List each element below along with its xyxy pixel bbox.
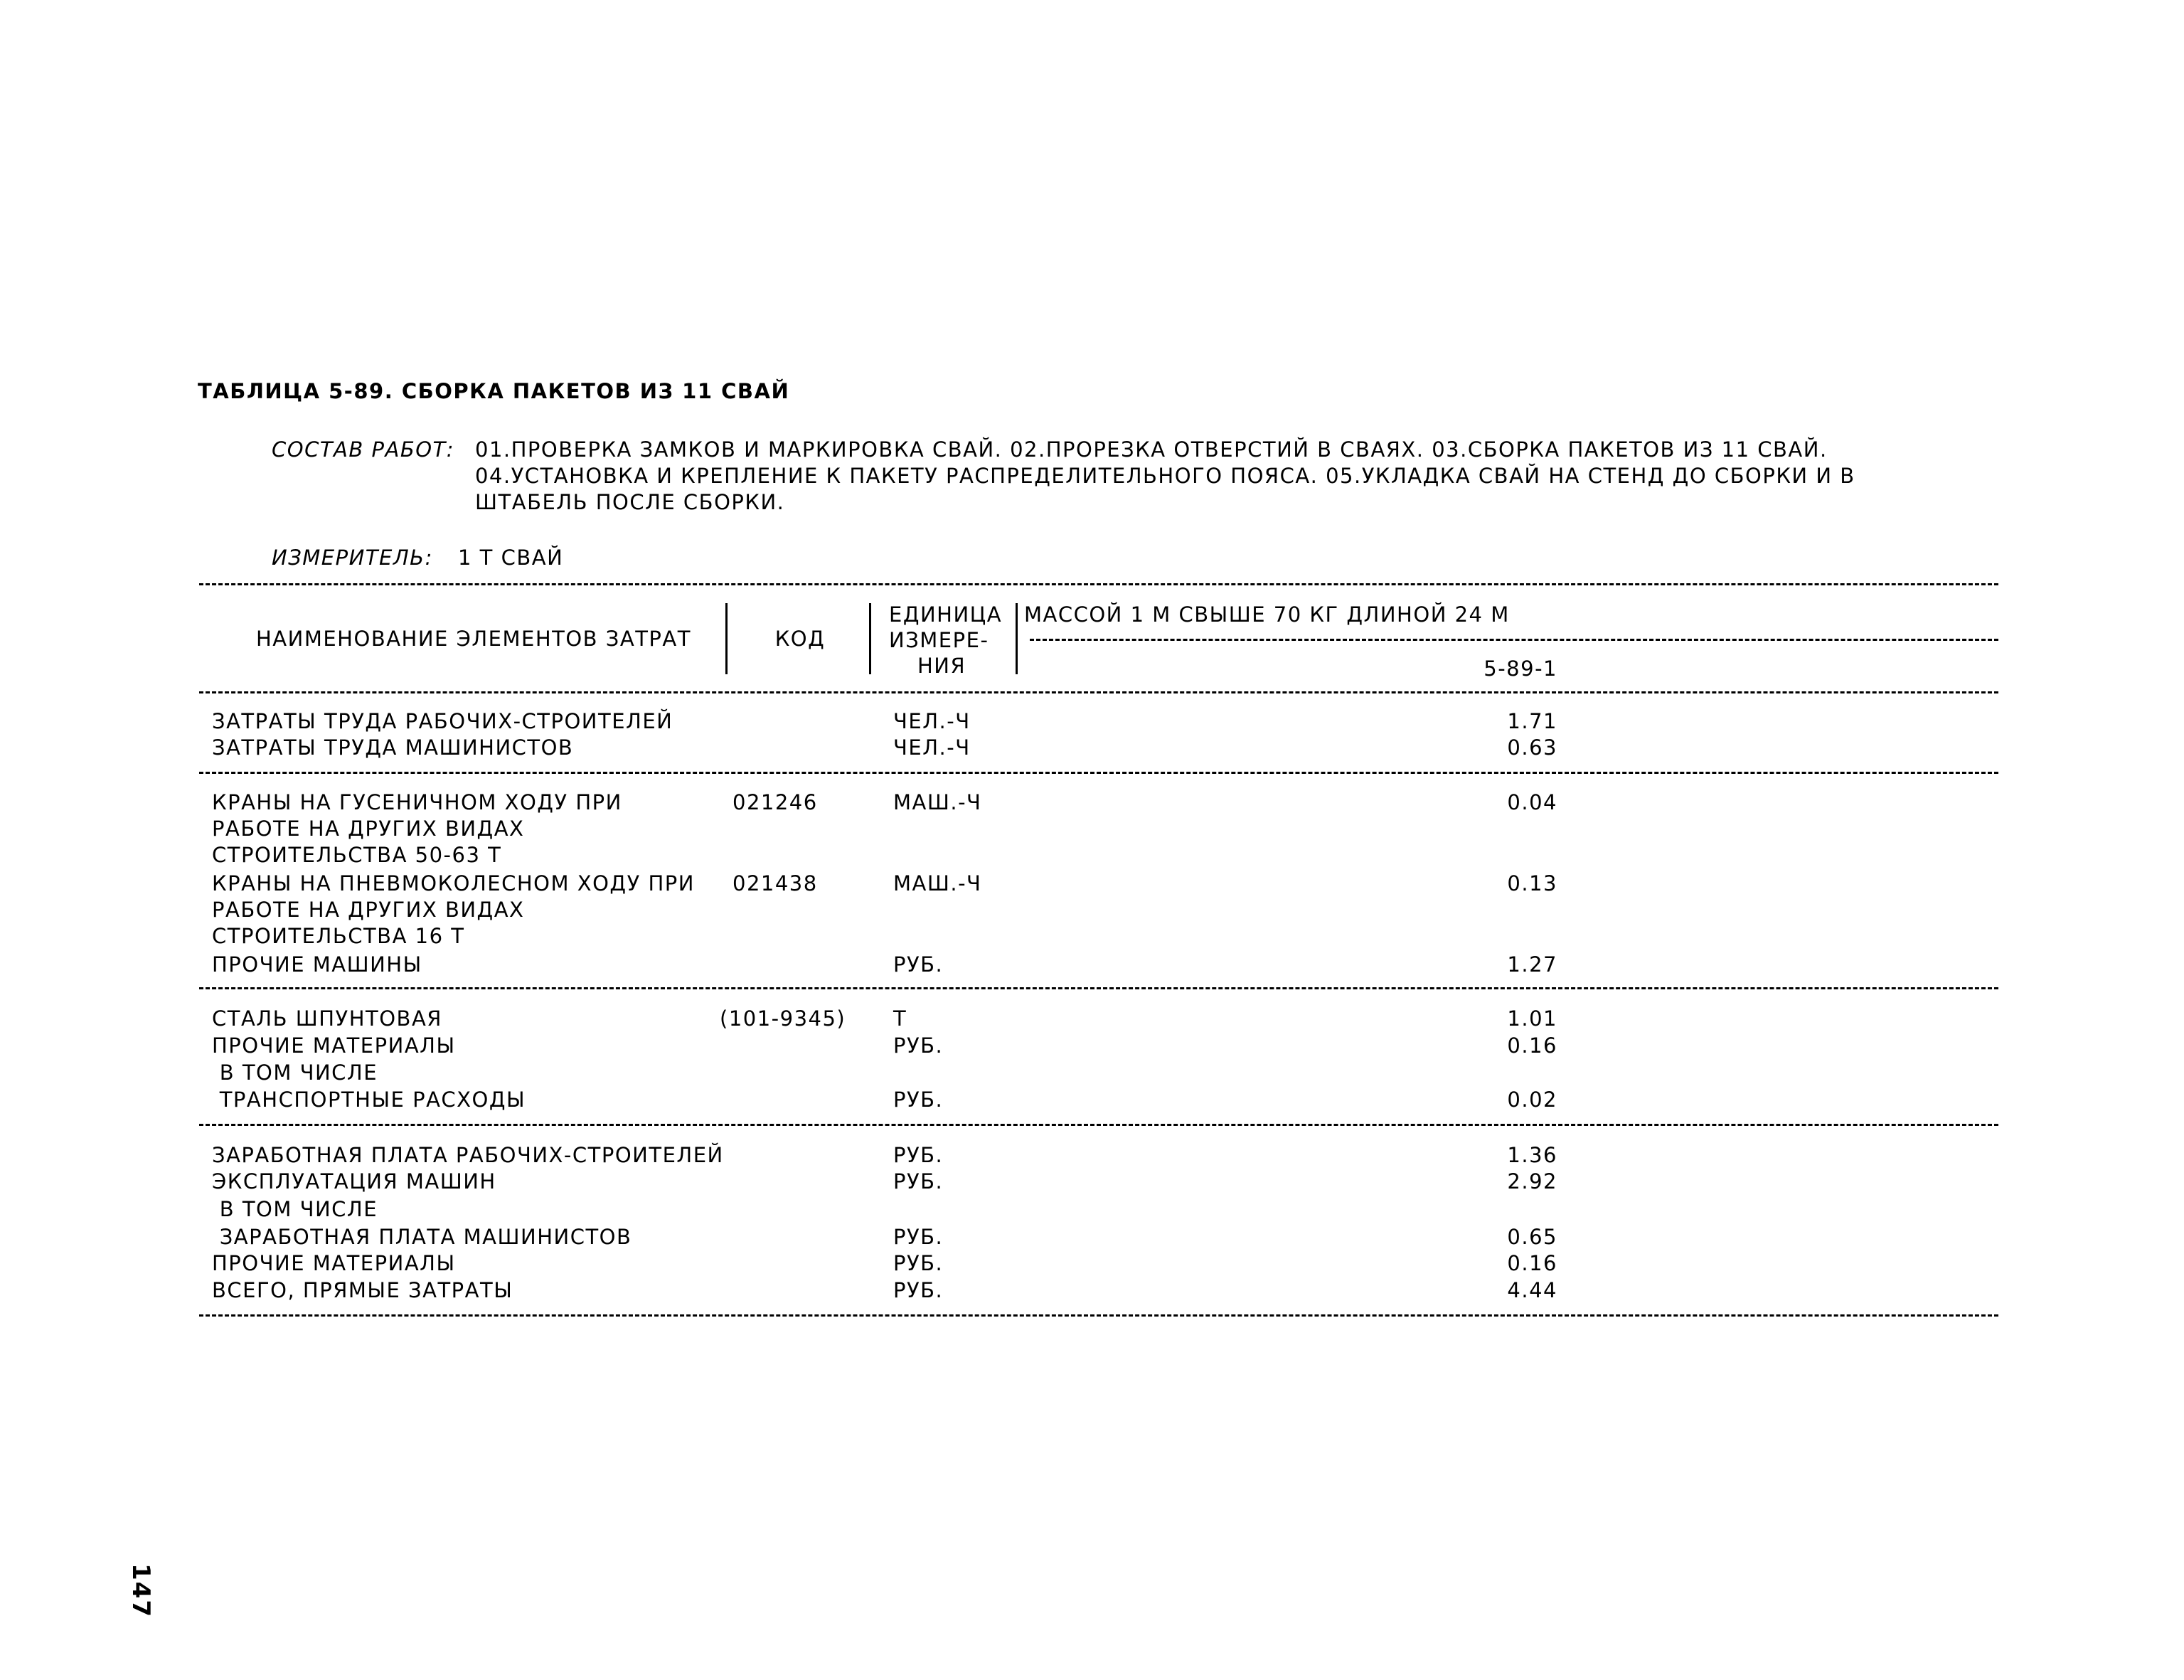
row-value: 0.02 [1507,1088,1557,1112]
row-unit: РУБ. [893,1169,944,1193]
row-name: РАБОТЕ НА ДРУГИХ ВИДАХ [212,898,525,922]
row-value: 4.44 [1507,1278,1557,1302]
row-unit: МАШ.-Ч [893,790,982,814]
page-number: 147 [127,1563,155,1618]
work-composition-line-2: 04.УСТАНОВКА И КРЕПЛЕНИЕ К ПАКЕТУ РАСПРЕДЕЛИТЕЛЬНОГО ПОЯСА. 05.УКЛАДКА СВАЙ НА СТЕНД ДО СБОРКИ И В [475,464,1855,488]
row-name: В ТОМ ЧИСЛЕ [212,1197,378,1221]
header-unit-line-3: НИЯ [917,654,966,678]
row-code: (101-9345) [720,1006,846,1031]
row-name: ЗАТРАТЫ ТРУДА РАБОЧИХ-СТРОИТЕЛЕЙ [212,709,673,733]
header-code-column: КОД [774,627,826,651]
row-name: КРАНЫ НА ПНЕВМОКОЛЕСНОМ ХОДУ ПРИ [212,871,695,895]
row-name: ПРОЧИЕ МАШИНЫ [212,952,422,977]
header-separator-code-unit [869,603,871,674]
header-column-code: 5-89-1 [1483,656,1557,681]
row-name: СТРОИТЕЛЬСТВА 50-63 Т [212,843,502,867]
work-composition-line-3: ШТАБЕЛЬ ПОСЛЕ СБОРКИ. [475,490,785,514]
work-composition-line-1: 01.ПРОВЕРКА ЗАМКОВ И МАРКИРОВКА СВАЙ. 02.ПРОРЕЗКА ОТВЕРСТИЙ В СВАЯХ. 03.СБОРКА ПАКЕТОВ ИЗ 11 СВАЙ. [475,437,1828,462]
row-unit: МАШ.-Ч [893,871,982,895]
row-name: ПРОЧИЕ МАТЕРИАЛЫ [212,1033,456,1058]
row-unit: РУБ. [893,1225,944,1249]
table-title: ТАБЛИЦА 5-89. СБОРКА ПАКЕТОВ ИЗ 11 СВАЙ [198,379,790,403]
row-value: 0.04 [1507,790,1557,814]
row-name: В ТОМ ЧИСЛЕ [212,1060,378,1085]
row-name: ТРАНСПОРТНЫЕ РАСХОДЫ [212,1088,526,1112]
row-value: 2.92 [1507,1169,1557,1193]
work-composition-label-text: СОСТАВ РАБОТ [272,437,447,462]
row-name: РАБОТЕ НА ДРУГИХ ВИДАХ [212,817,525,841]
row-unit: РУБ. [893,1143,944,1167]
measure-value: 1 Т СВАЙ [458,546,564,570]
header-bottom-rule [199,691,1998,693]
row-name: ВСЕГО, ПРЯМЫЕ ЗАТРАТЫ [212,1278,513,1302]
row-name: КРАНЫ НА ГУСЕНИЧНОМ ХОДУ ПРИ [212,790,622,814]
row-unit: Т [893,1006,907,1031]
row-name: ЗАРАБОТНАЯ ПЛАТА МАШИНИСТОВ [212,1225,632,1249]
row-value: 1.36 [1507,1143,1557,1167]
header-unit-line-1: ЕДИНИЦА [889,602,1003,627]
row-name: ЗАРАБОТНАЯ ПЛАТА РАБОЧИХ-СТРОИТЕЛЕЙ [212,1143,724,1167]
table-bottom-rule [199,1314,1998,1317]
measure-label-text: ИЗМЕРИТЕЛЬ [272,546,425,570]
row-name: СТРОИТЕЛЬСТВА 16 Т [212,924,465,948]
row-unit: РУБ. [893,1088,944,1112]
row-unit: РУБ. [893,1278,944,1302]
row-value: 1.01 [1507,1006,1557,1031]
row-value: 1.71 [1507,709,1557,733]
work-composition-label: СОСТАВ РАБОТ: [272,437,455,462]
row-name: ЭКСПЛУАТАЦИЯ МАШИН [212,1169,496,1193]
row-unit: РУБ. [893,1033,944,1058]
row-code: 021438 [733,871,818,895]
row-unit: РУБ. [893,952,944,977]
header-group-title: МАССОЙ 1 М СВЫШЕ 70 КГ ДЛИНОЙ 24 М [1024,602,1510,627]
row-value: 0.16 [1507,1251,1557,1275]
table-top-rule [199,583,1998,585]
row-code: 021246 [733,790,818,814]
row-value: 0.16 [1507,1033,1557,1058]
row-name: ПРОЧИЕ МАТЕРИАЛЫ [212,1251,456,1275]
header-name-column: НАИМЕНОВАНИЕ ЭЛЕМЕНТОВ ЗАТРАТ [256,627,691,651]
row-value: 0.65 [1507,1225,1557,1249]
row-unit: ЧЕЛ.-Ч [893,735,971,760]
row-value: 1.27 [1507,952,1557,977]
header-separator-name-code [725,603,728,674]
row-name: ЗАТРАТЫ ТРУДА МАШИНИСТОВ [212,735,574,760]
row-value: 0.63 [1507,735,1557,760]
section-rule-2 [199,987,1998,989]
section-rule-1 [199,772,1998,774]
measure-label: ИЗМЕРИТЕЛЬ: [272,546,433,570]
section-rule-3 [199,1124,1998,1126]
row-unit: ЧЕЛ.-Ч [893,709,971,733]
header-inner-rule [1030,639,1998,641]
row-value: 0.13 [1507,871,1557,895]
header-unit-line-2: ИЗМЕРЕ- [889,628,989,652]
header-separator-unit-value [1016,603,1018,674]
row-unit: РУБ. [893,1251,944,1275]
row-name: СТАЛЬ ШПУНТОВАЯ [212,1006,442,1031]
